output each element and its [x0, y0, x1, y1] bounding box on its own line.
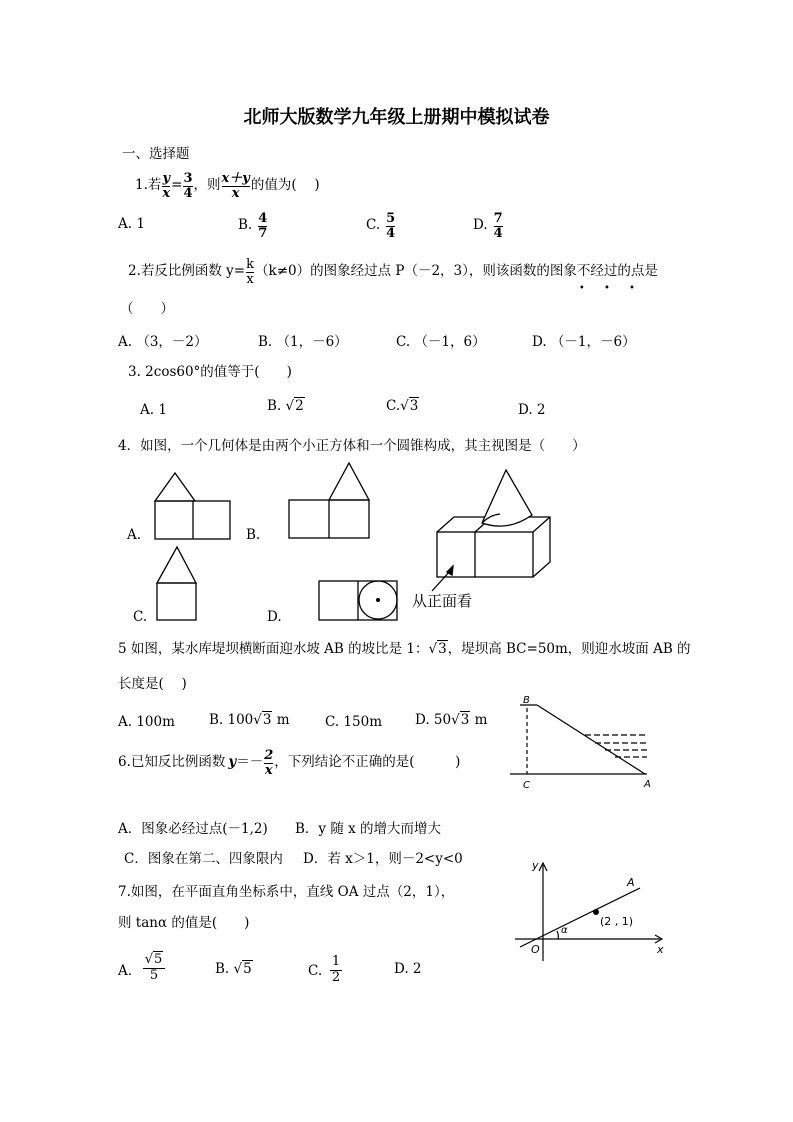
question-7-line1: 7.如图，在平面直角坐标系中，直线 OA 过点（2，1）， — [118, 884, 455, 900]
q7-option-d: D. 2 — [394, 961, 422, 977]
q1-option-a: A. 1 — [118, 216, 145, 232]
q5-label-b: B — [523, 695, 530, 706]
q7-option-c-fraction: 1 2 — [331, 954, 341, 986]
q6-option-a: A．图象必经过点(－1,2) — [118, 821, 268, 837]
q2-tail: 的点是 — [617, 263, 658, 280]
q1-option-b-fraction: $\frac{4}{7}$ — [258, 211, 268, 241]
q1-option-c: C. $\frac{5}{4}$ — [366, 211, 396, 241]
q3-option-a: A. 1 — [140, 402, 167, 418]
q7-option-c: C. — [308, 963, 323, 979]
q6-option-b: B．y 随 x 的增大而增大 — [295, 821, 442, 837]
q5-label-c: C — [523, 780, 530, 790]
q1-fraction-y-over-x: $\frac{y}{x}$ — [162, 171, 171, 201]
q1-option-c-fraction: $\frac{5}{4}$ — [386, 211, 396, 241]
q1-option-d: D. $\frac{7}{4}$ — [473, 211, 503, 241]
q6-option-c: C．图象在第二、四象限内 — [124, 851, 283, 867]
q1-equals: = — [171, 177, 183, 194]
question-5-line2: 长度是( ) — [118, 676, 187, 692]
question-3: 3. 2cos60°的值等于( ) — [128, 364, 292, 380]
q2-option-a: A. （3，－2） — [118, 334, 208, 350]
q5-option-d: D. 50√3 m — [415, 712, 488, 728]
q4-solid-figure — [437, 470, 550, 577]
q7-label-alpha: α — [561, 925, 568, 936]
q5-label-a: A — [644, 779, 651, 790]
q4-option-d: D. — [267, 609, 282, 625]
q2-emphasis: 不经过 • • • — [576, 263, 643, 295]
q7-option-b: B. √5 — [215, 961, 252, 977]
q4-option-b: B. — [246, 527, 261, 543]
q2-option-b: B. （1，－6） — [258, 334, 348, 350]
q1-option-d-fraction: $\frac{7}{4}$ — [493, 211, 503, 241]
question-7-line2: 则 tanα 的值是( ) — [118, 915, 250, 931]
q1-fraction-xy-over-x: $\frac{x+y}{x}$ — [221, 171, 250, 201]
q2-option-c: C. （－1，6） — [396, 334, 486, 350]
q5-option-b: B. 100√3 m — [209, 712, 290, 728]
q7-option-a-fraction: √5 5 — [143, 953, 165, 984]
q7-option-a: A. — [118, 963, 133, 979]
q2-answer-paren: （ ） — [120, 301, 174, 317]
q7-coordinate-figure — [510, 855, 670, 967]
q3-option-b: B. √2 — [267, 398, 304, 414]
q2-option-d: D. （－1，－6） — [532, 334, 636, 350]
q7-label-a: A — [627, 876, 635, 889]
q4-option-c-figure — [157, 547, 196, 620]
q4-option-d-figure — [319, 581, 397, 620]
q4-option-c: C. — [133, 609, 148, 625]
q7-label-point: (2 , 1) — [600, 915, 634, 928]
q4-caption: 从正面看 — [412, 592, 473, 610]
q4-option-a-figure — [155, 473, 230, 539]
question-5-line1: 5 如图，某水库堤坝横断面迎水坡 AB 的坡比是 1：√3，堤坝高 BC=50m，则迎水坡面 AB 的 — [118, 641, 691, 657]
q1-mid: ，则 — [193, 177, 221, 194]
q6-fraction: $\frac{2}{x}$ — [264, 748, 274, 778]
q1-fraction-3-4: $\frac{3}{4}$ — [183, 171, 193, 201]
q5-dam-figure — [505, 690, 665, 790]
q1-suffix: 的值为( ) — [250, 177, 320, 194]
question-6: 6.已知反比例函数 y ＝－ $\frac{2}{x}$ ，下列结论不正确的是( ) — [118, 748, 461, 778]
q7-label-x: x — [657, 943, 664, 956]
q7-point — [593, 909, 599, 915]
q4-option-d-dot — [376, 598, 380, 602]
q2-suffix: （k≠0）的图象经过点 P（－2，3），则该函数的图象 — [255, 263, 577, 280]
q3-option-c: C.√3 — [386, 398, 419, 414]
q4-option-b-figure — [289, 463, 369, 538]
q1-prefix: 1.若 — [135, 177, 162, 194]
q7-label-o: O — [531, 943, 540, 956]
question-4: 4．如图，一个几何体是由两个小正方体和一个圆锥构成，其主视图是（ ） — [118, 438, 586, 454]
q2-fraction-k-over-x: $\frac{k}{x}$ — [246, 257, 255, 287]
q3-option-d: D. 2 — [518, 402, 546, 418]
section-heading: 一、选择题 — [122, 146, 190, 162]
q6-option-d: D．若 x＞1，则－2<y<0 — [303, 851, 463, 867]
q2-prefix: 2.若反比例函数 y= — [128, 263, 246, 280]
q7-label-y: y — [532, 859, 539, 872]
q5-option-a: A. 100m — [118, 714, 175, 730]
q4-option-a: A. — [127, 527, 142, 543]
page-title: 北师大版数学九年级上册期中模拟试卷 — [243, 107, 550, 128]
q1-option-b: B. $\frac{4}{7}$ — [238, 211, 268, 241]
q5-option-c: C. 150m — [325, 714, 382, 730]
